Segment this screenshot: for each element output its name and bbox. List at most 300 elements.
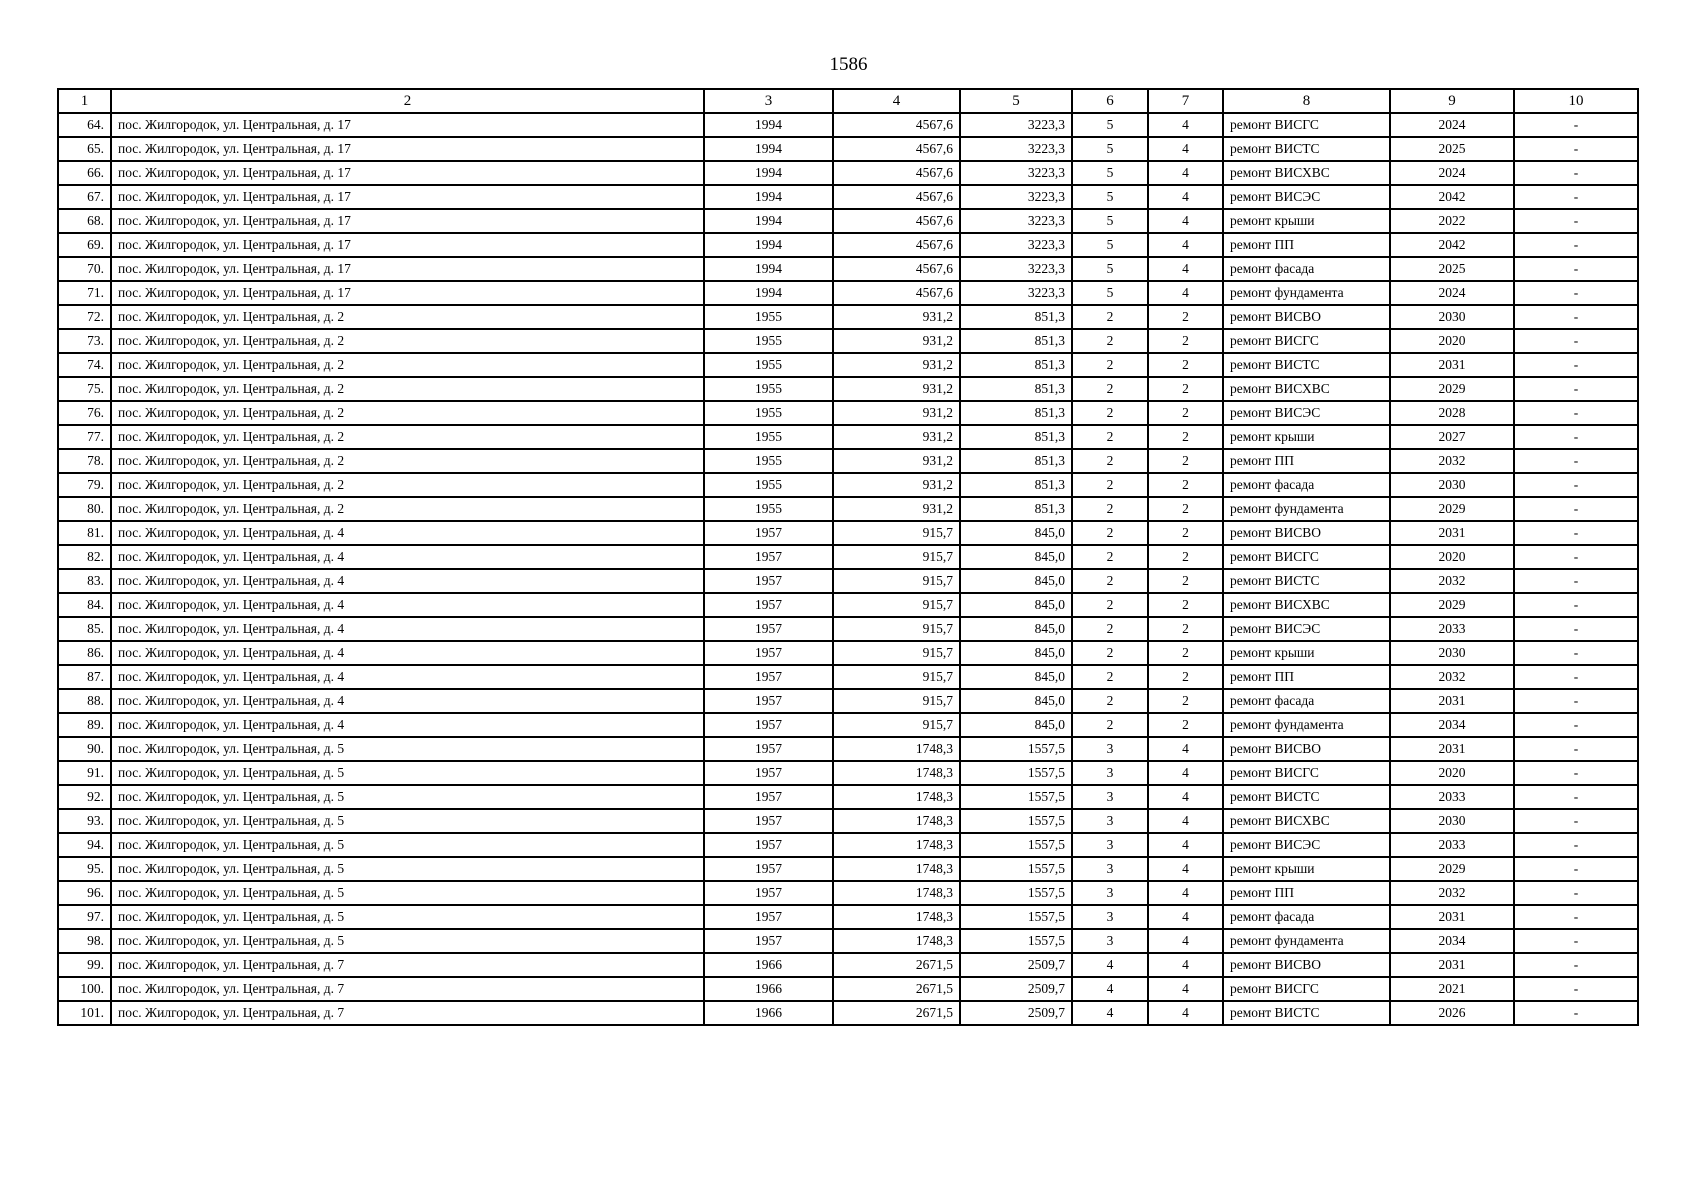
table-row [58,785,1638,809]
address-cell: пос. Жилгородок, ул. Центральная, д. 4 [111,617,704,641]
plan-year-cell: 2033 [1390,833,1514,857]
row-number: 81. [58,521,111,545]
table-row [58,737,1638,761]
note-cell: - [1514,497,1638,521]
entrances-cell: 4 [1148,281,1223,305]
address-cell: пос. Жилгородок, ул. Центральная, д. 4 [111,665,704,689]
floors-cell: 2 [1072,521,1148,545]
table-row [58,497,1638,521]
living-area-cell: 845,0 [960,689,1072,713]
total-area-cell: 1748,3 [833,785,960,809]
total-area-cell: 931,2 [833,329,960,353]
table-row [58,449,1638,473]
entrances-cell: 4 [1148,209,1223,233]
floors-cell: 2 [1072,377,1148,401]
note-cell: - [1514,761,1638,785]
table-row [58,1001,1638,1025]
entrances-cell: 2 [1148,425,1223,449]
floors-cell: 2 [1072,545,1148,569]
table-row [58,185,1638,209]
plan-year-cell: 2030 [1390,305,1514,329]
year-built-cell: 1955 [704,305,833,329]
note-cell: - [1514,449,1638,473]
address-cell: пос. Жилгородок, ул. Центральная, д. 17 [111,137,704,161]
table-row [58,689,1638,713]
year-built-cell: 1955 [704,449,833,473]
table-row [58,905,1638,929]
entrances-cell: 4 [1148,977,1223,1001]
address-cell: пос. Жилгородок, ул. Центральная, д. 17 [111,113,704,137]
table-row [58,209,1638,233]
total-area-cell: 931,2 [833,449,960,473]
living-area-cell: 2509,7 [960,977,1072,1001]
table-row [58,257,1638,281]
table-row [58,833,1638,857]
living-area-cell: 851,3 [960,425,1072,449]
address-cell: пос. Жилгородок, ул. Центральная, д. 4 [111,521,704,545]
total-area-cell: 915,7 [833,617,960,641]
address-cell: пос. Жилгородок, ул. Центральная, д. 17 [111,233,704,257]
entrances-cell: 4 [1148,953,1223,977]
floors-cell: 2 [1072,449,1148,473]
living-area-cell: 3223,3 [960,185,1072,209]
row-number: 78. [58,449,111,473]
table-row [58,425,1638,449]
row-number: 90. [58,737,111,761]
note-cell: - [1514,833,1638,857]
entrances-cell: 2 [1148,689,1223,713]
entrances-cell: 2 [1148,665,1223,689]
note-cell: - [1514,545,1638,569]
entrances-cell: 4 [1148,137,1223,161]
plan-year-cell: 2025 [1390,257,1514,281]
year-built-cell: 1955 [704,425,833,449]
total-area-cell: 915,7 [833,665,960,689]
entrances-cell: 2 [1148,353,1223,377]
note-cell: - [1514,329,1638,353]
year-built-cell: 1957 [704,761,833,785]
table-row [58,641,1638,665]
floors-cell: 5 [1072,209,1148,233]
table-row [58,473,1638,497]
work-type-cell: ремонт фундамента [1223,929,1390,953]
living-area-cell: 845,0 [960,665,1072,689]
year-built-cell: 1957 [704,593,833,617]
table-body [58,113,1638,1025]
work-type-cell: ремонт ВИСЭС [1223,833,1390,857]
work-type-cell: ремонт ВИСХВС [1223,593,1390,617]
plan-year-cell: 2031 [1390,689,1514,713]
column-header: 7 [1148,89,1223,113]
address-cell: пос. Жилгородок, ул. Центральная, д. 2 [111,425,704,449]
note-cell: - [1514,233,1638,257]
entrances-cell: 2 [1148,497,1223,521]
floors-cell: 2 [1072,593,1148,617]
year-built-cell: 1994 [704,161,833,185]
total-area-cell: 2671,5 [833,1001,960,1025]
plan-year-cell: 2027 [1390,425,1514,449]
living-area-cell: 845,0 [960,641,1072,665]
column-header: 5 [960,89,1072,113]
address-cell: пос. Жилгородок, ул. Центральная, д. 2 [111,473,704,497]
note-cell: - [1514,665,1638,689]
living-area-cell: 3223,3 [960,233,1072,257]
work-type-cell: ремонт ВИСГС [1223,113,1390,137]
year-built-cell: 1994 [704,233,833,257]
note-cell: - [1514,929,1638,953]
living-area-cell: 1557,5 [960,785,1072,809]
year-built-cell: 1957 [704,569,833,593]
repair-schedule-table [57,88,1639,1026]
work-type-cell: ремонт ВИСХВС [1223,377,1390,401]
living-area-cell: 1557,5 [960,905,1072,929]
entrances-cell: 2 [1148,521,1223,545]
table-row [58,281,1638,305]
note-cell: - [1514,281,1638,305]
plan-year-cell: 2030 [1390,641,1514,665]
header-row [58,89,1638,113]
plan-year-cell: 2034 [1390,713,1514,737]
note-cell: - [1514,953,1638,977]
column-header: 3 [704,89,833,113]
table-row [58,113,1638,137]
table-row [58,761,1638,785]
work-type-cell: ремонт ВИСГС [1223,545,1390,569]
year-built-cell: 1957 [704,713,833,737]
row-number: 80. [58,497,111,521]
plan-year-cell: 2025 [1390,137,1514,161]
total-area-cell: 4567,6 [833,209,960,233]
living-area-cell: 1557,5 [960,881,1072,905]
column-header: 10 [1514,89,1638,113]
plan-year-cell: 2032 [1390,881,1514,905]
work-type-cell: ремонт фасада [1223,905,1390,929]
row-number: 100. [58,977,111,1001]
total-area-cell: 931,2 [833,305,960,329]
year-built-cell: 1955 [704,377,833,401]
entrances-cell: 4 [1148,929,1223,953]
floors-cell: 5 [1072,137,1148,161]
table-row [58,305,1638,329]
living-area-cell: 2509,7 [960,1001,1072,1025]
address-cell: пос. Жилгородок, ул. Центральная, д. 7 [111,953,704,977]
total-area-cell: 931,2 [833,401,960,425]
row-number: 84. [58,593,111,617]
year-built-cell: 1957 [704,905,833,929]
plan-year-cell: 2024 [1390,113,1514,137]
total-area-cell: 1748,3 [833,881,960,905]
living-area-cell: 3223,3 [960,113,1072,137]
year-built-cell: 1966 [704,953,833,977]
row-number: 67. [58,185,111,209]
plan-year-cell: 2032 [1390,449,1514,473]
work-type-cell: ремонт крыши [1223,641,1390,665]
column-header: 6 [1072,89,1148,113]
living-area-cell: 1557,5 [960,929,1072,953]
plan-year-cell: 2024 [1390,161,1514,185]
table-row [58,881,1638,905]
total-area-cell: 4567,6 [833,257,960,281]
floors-cell: 3 [1072,881,1148,905]
row-number: 82. [58,545,111,569]
table-row [58,713,1638,737]
row-number: 92. [58,785,111,809]
entrances-cell: 4 [1148,257,1223,281]
floors-cell: 3 [1072,929,1148,953]
row-number: 66. [58,161,111,185]
floors-cell: 2 [1072,353,1148,377]
entrances-cell: 4 [1148,233,1223,257]
address-cell: пос. Жилгородок, ул. Центральная, д. 4 [111,569,704,593]
table-row [58,161,1638,185]
year-built-cell: 1957 [704,689,833,713]
note-cell: - [1514,737,1638,761]
note-cell: - [1514,593,1638,617]
plan-year-cell: 2020 [1390,761,1514,785]
living-area-cell: 3223,3 [960,209,1072,233]
address-cell: пос. Жилгородок, ул. Центральная, д. 7 [111,977,704,1001]
total-area-cell: 4567,6 [833,281,960,305]
plan-year-cell: 2029 [1390,857,1514,881]
table-row [58,809,1638,833]
plan-year-cell: 2030 [1390,473,1514,497]
floors-cell: 2 [1072,617,1148,641]
entrances-cell: 2 [1148,305,1223,329]
year-built-cell: 1994 [704,137,833,161]
row-number: 64. [58,113,111,137]
year-built-cell: 1955 [704,329,833,353]
row-number: 83. [58,569,111,593]
plan-year-cell: 2024 [1390,281,1514,305]
address-cell: пос. Жилгородок, ул. Центральная, д. 17 [111,257,704,281]
floors-cell: 2 [1072,473,1148,497]
entrances-cell: 2 [1148,713,1223,737]
total-area-cell: 931,2 [833,353,960,377]
entrances-cell: 2 [1148,617,1223,641]
total-area-cell: 4567,6 [833,113,960,137]
work-type-cell: ремонт фасада [1223,257,1390,281]
work-type-cell: ремонт ВИСГС [1223,761,1390,785]
living-area-cell: 851,3 [960,353,1072,377]
work-type-cell: ремонт ВИСХВС [1223,161,1390,185]
entrances-cell: 2 [1148,449,1223,473]
entrances-cell: 4 [1148,905,1223,929]
table-row [58,977,1638,1001]
table-row [58,545,1638,569]
plan-year-cell: 2031 [1390,905,1514,929]
floors-cell: 2 [1072,569,1148,593]
living-area-cell: 1557,5 [960,809,1072,833]
entrances-cell: 2 [1148,473,1223,497]
year-built-cell: 1957 [704,521,833,545]
floors-cell: 2 [1072,425,1148,449]
work-type-cell: ремонт фундамента [1223,497,1390,521]
plan-year-cell: 2032 [1390,665,1514,689]
floors-cell: 5 [1072,257,1148,281]
total-area-cell: 915,7 [833,641,960,665]
work-type-cell: ремонт ВИСВО [1223,521,1390,545]
address-cell: пос. Жилгородок, ул. Центральная, д. 5 [111,857,704,881]
floors-cell: 2 [1072,401,1148,425]
total-area-cell: 931,2 [833,473,960,497]
work-type-cell: ремонт ПП [1223,449,1390,473]
total-area-cell: 915,7 [833,689,960,713]
entrances-cell: 4 [1148,761,1223,785]
row-number: 85. [58,617,111,641]
note-cell: - [1514,617,1638,641]
year-built-cell: 1966 [704,977,833,1001]
plan-year-cell: 2029 [1390,593,1514,617]
entrances-cell: 4 [1148,809,1223,833]
address-cell: пос. Жилгородок, ул. Центральная, д. 2 [111,353,704,377]
row-number: 96. [58,881,111,905]
plan-year-cell: 2020 [1390,329,1514,353]
work-type-cell: ремонт ВИСТС [1223,785,1390,809]
entrances-cell: 2 [1148,545,1223,569]
column-header: 1 [58,89,111,113]
plan-year-cell: 2031 [1390,353,1514,377]
total-area-cell: 4567,6 [833,185,960,209]
row-number: 74. [58,353,111,377]
living-area-cell: 3223,3 [960,137,1072,161]
row-number: 88. [58,689,111,713]
address-cell: пос. Жилгородок, ул. Центральная, д. 5 [111,905,704,929]
note-cell: - [1514,809,1638,833]
plan-year-cell: 2022 [1390,209,1514,233]
work-type-cell: ремонт ВИСТС [1223,1001,1390,1025]
entrances-cell: 4 [1148,833,1223,857]
year-built-cell: 1955 [704,353,833,377]
row-number: 70. [58,257,111,281]
address-cell: пос. Жилгородок, ул. Центральная, д. 5 [111,929,704,953]
table-row [58,353,1638,377]
total-area-cell: 915,7 [833,545,960,569]
note-cell: - [1514,689,1638,713]
total-area-cell: 1748,3 [833,905,960,929]
living-area-cell: 845,0 [960,617,1072,641]
floors-cell: 3 [1072,833,1148,857]
address-cell: пос. Жилгородок, ул. Центральная, д. 2 [111,305,704,329]
total-area-cell: 1748,3 [833,761,960,785]
plan-year-cell: 2028 [1390,401,1514,425]
work-type-cell: ремонт ВИСЭС [1223,185,1390,209]
column-header: 4 [833,89,960,113]
plan-year-cell: 2030 [1390,809,1514,833]
plan-year-cell: 2033 [1390,617,1514,641]
plan-year-cell: 2031 [1390,737,1514,761]
note-cell: - [1514,425,1638,449]
floors-cell: 5 [1072,233,1148,257]
entrances-cell: 4 [1148,113,1223,137]
total-area-cell: 4567,6 [833,233,960,257]
living-area-cell: 851,3 [960,401,1072,425]
work-type-cell: ремонт крыши [1223,209,1390,233]
note-cell: - [1514,977,1638,1001]
work-type-cell: ремонт ПП [1223,665,1390,689]
plan-year-cell: 2021 [1390,977,1514,1001]
year-built-cell: 1994 [704,209,833,233]
note-cell: - [1514,473,1638,497]
address-cell: пос. Жилгородок, ул. Центральная, д. 17 [111,161,704,185]
year-built-cell: 1957 [704,833,833,857]
living-area-cell: 1557,5 [960,833,1072,857]
address-cell: пос. Жилгородок, ул. Центральная, д. 5 [111,785,704,809]
total-area-cell: 915,7 [833,713,960,737]
total-area-cell: 1748,3 [833,857,960,881]
row-number: 79. [58,473,111,497]
work-type-cell: ремонт крыши [1223,425,1390,449]
entrances-cell: 4 [1148,161,1223,185]
floors-cell: 4 [1072,977,1148,1001]
floors-cell: 2 [1072,641,1148,665]
row-number: 101. [58,1001,111,1025]
work-type-cell: ремонт ВИСХВС [1223,809,1390,833]
note-cell: - [1514,569,1638,593]
total-area-cell: 931,2 [833,377,960,401]
total-area-cell: 1748,3 [833,929,960,953]
table-row [58,569,1638,593]
entrances-cell: 4 [1148,737,1223,761]
work-type-cell: ремонт ВИСВО [1223,953,1390,977]
address-cell: пос. Жилгородок, ул. Центральная, д. 5 [111,761,704,785]
row-number: 98. [58,929,111,953]
row-number: 77. [58,425,111,449]
floors-cell: 4 [1072,953,1148,977]
living-area-cell: 1557,5 [960,761,1072,785]
year-built-cell: 1957 [704,545,833,569]
year-built-cell: 1955 [704,473,833,497]
year-built-cell: 1957 [704,881,833,905]
row-number: 65. [58,137,111,161]
address-cell: пос. Жилгородок, ул. Центральная, д. 4 [111,545,704,569]
living-area-cell: 851,3 [960,497,1072,521]
work-type-cell: ремонт ПП [1223,881,1390,905]
table-row [58,521,1638,545]
living-area-cell: 851,3 [960,449,1072,473]
row-number: 91. [58,761,111,785]
row-number: 76. [58,401,111,425]
note-cell: - [1514,185,1638,209]
note-cell: - [1514,161,1638,185]
address-cell: пос. Жилгородок, ул. Центральная, д. 5 [111,881,704,905]
row-number: 69. [58,233,111,257]
work-type-cell: ремонт фундамента [1223,281,1390,305]
floors-cell: 5 [1072,161,1148,185]
total-area-cell: 2671,5 [833,977,960,1001]
floors-cell: 5 [1072,185,1148,209]
year-built-cell: 1994 [704,185,833,209]
year-built-cell: 1955 [704,401,833,425]
row-number: 93. [58,809,111,833]
year-built-cell: 1957 [704,665,833,689]
floors-cell: 3 [1072,809,1148,833]
total-area-cell: 915,7 [833,569,960,593]
total-area-cell: 2671,5 [833,953,960,977]
work-type-cell: ремонт фасада [1223,473,1390,497]
row-number: 68. [58,209,111,233]
address-cell: пос. Жилгородок, ул. Центральная, д. 4 [111,641,704,665]
year-built-cell: 1994 [704,281,833,305]
total-area-cell: 915,7 [833,521,960,545]
table-row [58,401,1638,425]
year-built-cell: 1957 [704,785,833,809]
work-type-cell: ремонт ПП [1223,233,1390,257]
row-number: 86. [58,641,111,665]
note-cell: - [1514,785,1638,809]
entrances-cell: 2 [1148,593,1223,617]
row-number: 89. [58,713,111,737]
row-number: 73. [58,329,111,353]
